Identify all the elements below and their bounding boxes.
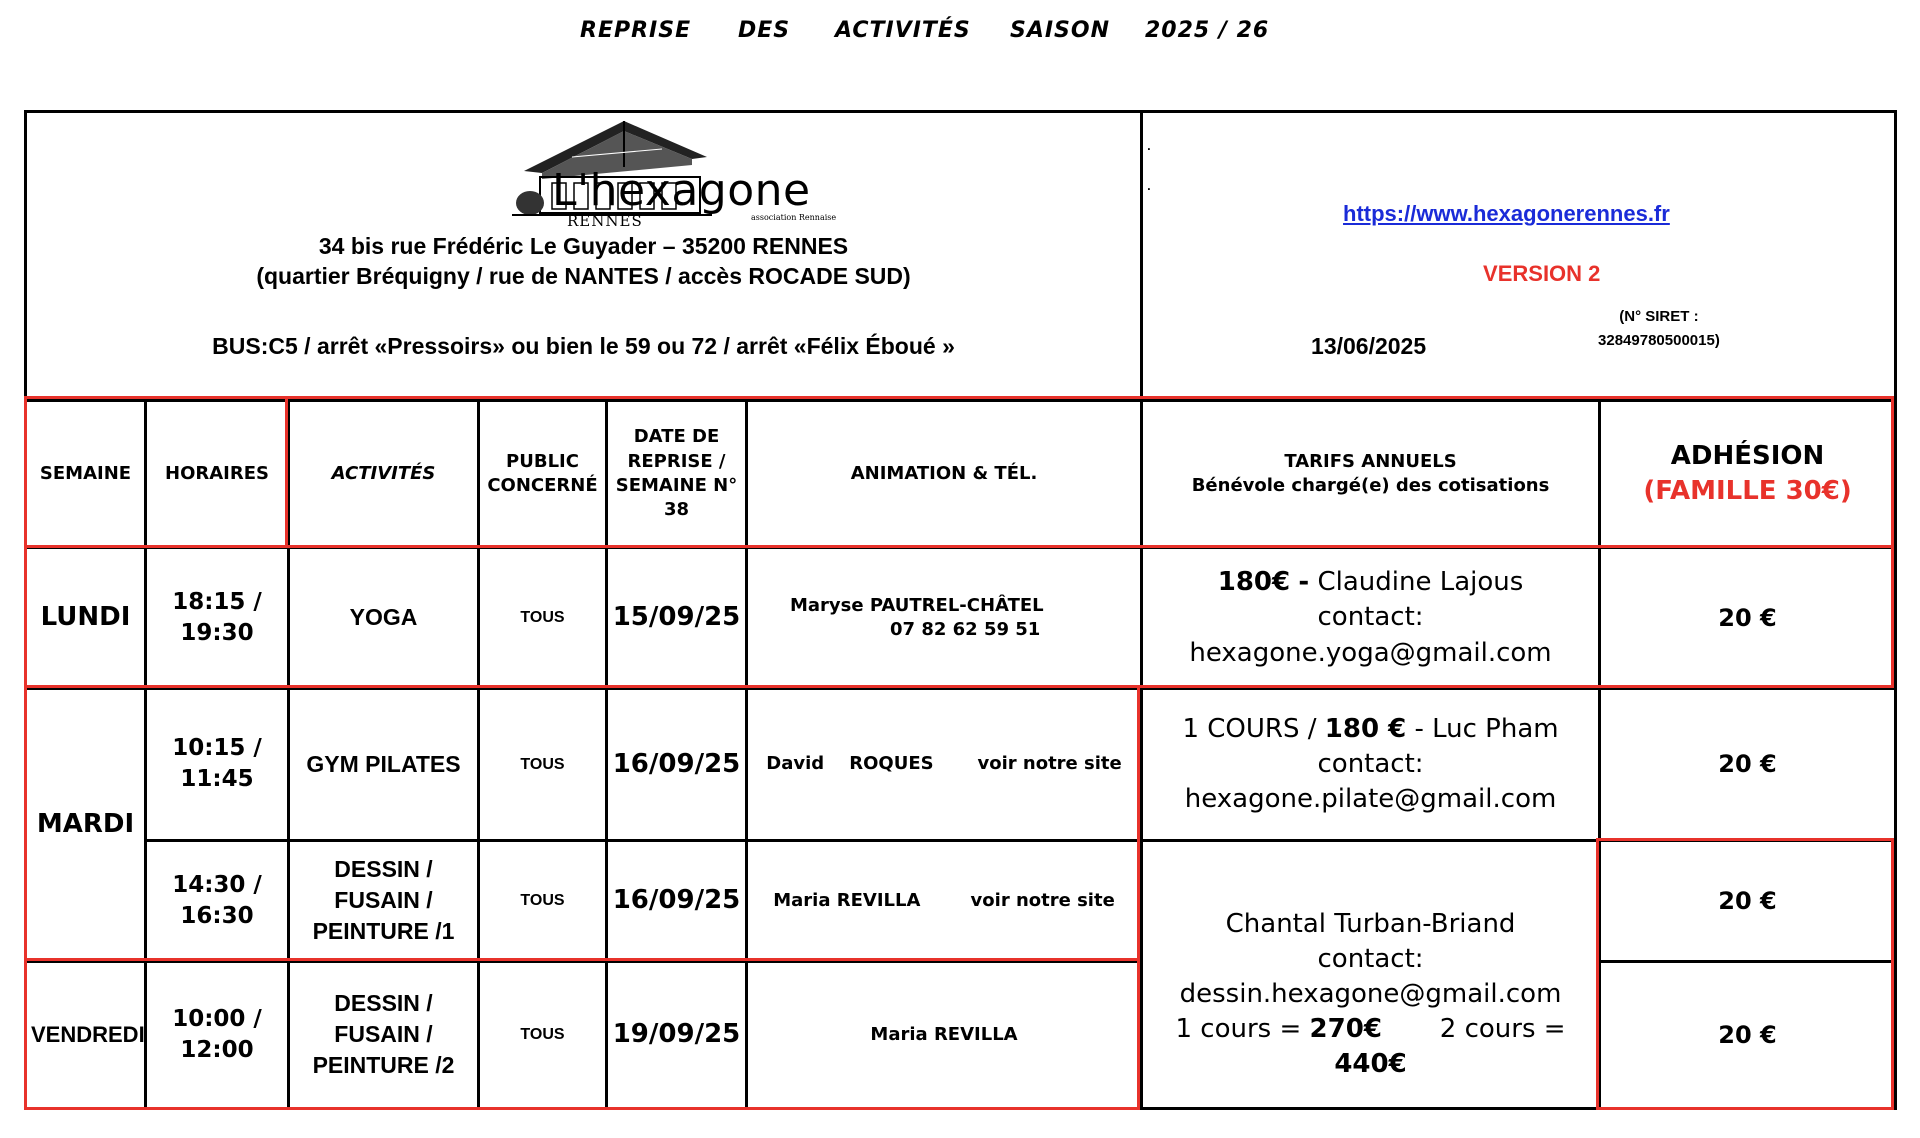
time-cell: 10:15 / 11:45 (146, 688, 289, 840)
title-word: DES (738, 18, 791, 43)
logo-assoc: association Rennaise (751, 213, 837, 222)
tarif-email: hexagone.yoga@gmail.com (1189, 637, 1552, 668)
day-cell: LUNDI (26, 548, 146, 688)
siret-label: (N° SIRET : (1619, 308, 1699, 325)
col-horaires: HORAIRES (146, 400, 289, 547)
animation-cell (747, 688, 1142, 840)
date-cell: 15/09/25 (607, 548, 747, 688)
animation-cell (747, 841, 1142, 961)
activity-cell: YOGA (289, 548, 479, 688)
tarif-contact: contact: (1317, 943, 1424, 974)
tarifs-subtitle: Bénévole chargé(e) des cotisations (1191, 475, 1550, 497)
adhesion-cell: 20 € (1600, 688, 1896, 840)
adhesion-cell: 20 € (1600, 548, 1896, 688)
anim-name: Maryse PAUTREL-CHÂTEL (790, 594, 1044, 616)
date-cell: 19/09/25 (607, 961, 747, 1108)
anim-phone: 07 82 62 59 51 (890, 619, 1041, 640)
title-word: REPRISE (580, 18, 692, 43)
animation-cell (747, 548, 1142, 688)
tarif-two-price: 440€ (1334, 1049, 1407, 1080)
activity-cell: DESSIN / FUSAIN / PEINTURE /2 (289, 961, 479, 1108)
tarif-price: 180€ (1217, 567, 1291, 598)
title-word: 2025 / 26 (1145, 18, 1270, 43)
col-semaine: SEMAINE (26, 400, 146, 547)
address-line: 34 bis rue Frédéric Le Guyader – 35200 RENNES (318, 233, 849, 259)
famille-price: (FAMILLE 30€) (1643, 476, 1852, 507)
tarif-one-label: 1 cours = (1175, 1014, 1302, 1045)
version-label: VERSION 2 (1483, 261, 1601, 286)
title-word: SAISON (1010, 18, 1111, 43)
col-activites: ACTIVITÉS (289, 400, 479, 547)
tarif-contact: contact: (1317, 748, 1424, 779)
col-adhesion (1600, 400, 1896, 547)
date-cell: 16/09/25 (607, 688, 747, 840)
tarif-cell (1142, 688, 1600, 840)
table-row (26, 548, 1896, 688)
tarif-price: 180 € (1324, 713, 1407, 744)
hexagone-logo (357, 119, 867, 229)
tarif-email: dessin.hexagone@gmail.com (1179, 979, 1562, 1010)
col-animation: ANIMATION & TÉL. (747, 400, 1142, 547)
tarif-sep: - (1298, 567, 1310, 598)
time-cell: 10:00 / 12:00 (146, 961, 289, 1108)
anim-name: Maria REVILLA (773, 889, 921, 911)
siret-value: 32849780500015) (1598, 332, 1720, 349)
day-cell: MARDI (26, 688, 146, 961)
adhesion-cell: 20 € (1600, 961, 1896, 1108)
org-meta-block: . . https://www.hexagonerennes.fr VERSION 2 13/06/2025 (N° SIRET : 32849780500015) (1142, 112, 1896, 401)
logo-name: L'hexagone (552, 165, 811, 216)
adhesion-cell: 20 € (1600, 841, 1896, 961)
public-cell: TOUS (479, 841, 607, 961)
tarif-name: Chantal Turban-Briand (1225, 908, 1516, 939)
day-cell: VENDREDI (26, 961, 146, 1108)
public-cell: TOUS (479, 688, 607, 840)
tarifs-title: TARIFS ANNUELS (1284, 450, 1457, 472)
col-tarifs (1142, 400, 1600, 547)
tarif-count: 1 COURS / (1182, 713, 1317, 744)
schedule-table (24, 110, 1897, 1110)
website-link[interactable]: https://www.hexagonerennes.fr (1343, 201, 1670, 226)
animation-cell: Maria REVILLA (747, 961, 1142, 1108)
table-row (26, 688, 1896, 840)
table-row (26, 961, 1896, 1108)
document-date: 13/06/2025 (1311, 333, 1427, 359)
bus-info: BUS:C5 / arrêt «Pressoirs» ou bien le 59 ou 72 / arrêt «Félix Éboué » (212, 333, 955, 359)
adhesion-title: ADHÉSION (1670, 440, 1825, 471)
tarif-cell (1142, 548, 1600, 688)
tarif-name: Claudine Lajous (1317, 567, 1524, 598)
address-line: (quartier Bréquigny / rue de NANTES / accès ROCADE SUD) (256, 263, 911, 289)
tarif-name: - Luc Pham (1414, 713, 1559, 744)
anim-site: voir notre site (970, 889, 1115, 911)
activity-cell: DESSIN / FUSAIN / PEINTURE /1 (289, 841, 479, 961)
logo-city: RENNES (567, 212, 643, 230)
tarif-email: hexagone.pilate@gmail.com (1184, 783, 1557, 814)
public-cell: TOUS (479, 548, 607, 688)
date-cell: 16/09/25 (607, 841, 747, 961)
public-cell: TOUS (479, 961, 607, 1108)
col-date-reprise: DATE DE REPRISE / SEMAINE N° 38 (607, 400, 747, 547)
title-word: ACTIVITÉS (835, 18, 971, 43)
tarif-two-label: 2 cours = (1439, 1014, 1566, 1045)
page-title (580, 18, 1320, 48)
activity-cell: GYM PILATES (289, 688, 479, 840)
table-row (26, 841, 1896, 961)
time-cell: 18:15 / 19:30 (146, 548, 289, 688)
col-public: PUBLIC CONCERNÉ (479, 400, 607, 547)
time-cell: 14:30 / 16:30 (146, 841, 289, 961)
org-info-block (26, 112, 1142, 401)
siret-number (1598, 305, 1720, 353)
anim-site: voir notre site (977, 753, 1122, 775)
tarif-contact: contact: (1317, 602, 1424, 633)
tarif-cell (1142, 841, 1600, 1109)
tarif-one-price: 270€ (1309, 1014, 1382, 1045)
column-header-row (26, 400, 1896, 547)
anim-name: David ROQUES (766, 753, 934, 775)
